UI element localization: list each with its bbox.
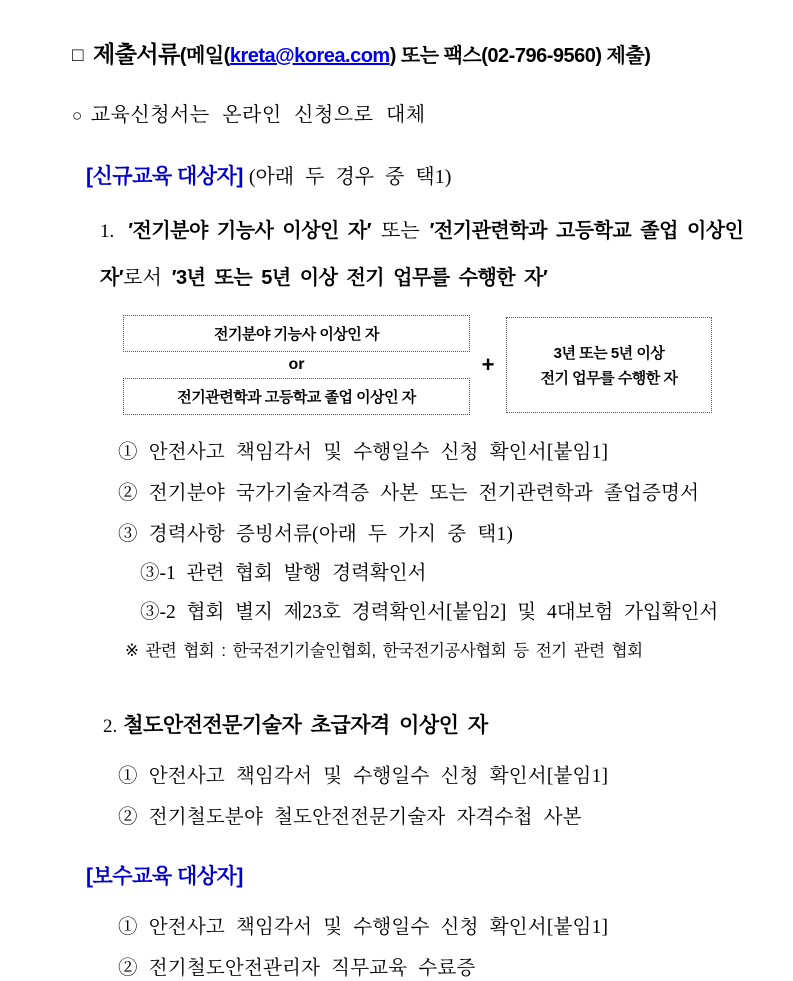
diagram-box-technician: 전기분야 기능사 이상인 자 xyxy=(123,315,470,352)
doc-item: ② 전기철도분야 철도안전전문기술자 자격수첩 사본 xyxy=(118,807,582,828)
diagram-left-column xyxy=(123,315,470,415)
case2-title-text: 철도안전전문기술자 초급자격 이상인 자 xyxy=(123,714,488,737)
square-checkbox-icon: □ xyxy=(72,45,83,66)
case2-title xyxy=(103,709,753,739)
case2-number: 2. xyxy=(103,716,118,737)
diagram-box-experience xyxy=(506,317,712,413)
refresh-education-section-title: [보수교육 대상자] xyxy=(86,865,243,888)
circle-bullet-icon: ○ xyxy=(72,106,83,125)
submission-docs-heading xyxy=(72,36,753,69)
heading-title: 제출서류 xyxy=(92,41,180,67)
qualification-diagram xyxy=(123,315,713,415)
new-education-title-subtitle: (아래 두 경우 중 택1) xyxy=(248,166,452,188)
new-education-title-text: [신규교육 대상자] xyxy=(86,165,243,188)
heading-paren-open: (메일( xyxy=(179,45,230,67)
online-application-note xyxy=(72,98,753,127)
diagram-or-label: or xyxy=(288,356,305,373)
doc-item: ① 안전사고 책임각서 및 수행일수 신청 확인서[붙임1] xyxy=(118,917,609,938)
case1-number: 1. xyxy=(100,221,115,242)
diagram-plus-icon: + xyxy=(481,352,495,377)
new-education-section-title xyxy=(86,160,753,190)
heading-paren-close: ) 또는 팩스(02-796-9560) 제출) xyxy=(389,45,651,67)
diagram-right-column xyxy=(506,317,712,413)
doc-item: ② 전기철도안전관리자 직무교육 수료증 xyxy=(118,958,476,979)
diagram-box-graduate: 전기관련학과 고등학교 졸업 이상인 자 xyxy=(123,378,470,415)
case1-quote1: ′전기분야 기능사 이상인 자′ xyxy=(128,220,372,242)
diagram-experience-line2: 전기 업무를 수행한 자 xyxy=(540,370,678,387)
email-link[interactable]: kreta@korea.com xyxy=(229,45,390,67)
case1-quote2: ′전기관련학과 고등학교 졸업 이상인 자′ xyxy=(100,220,744,289)
related-association-note: ※ 관련 협회 : 한국전기기술인협회, 한국전기공사협회 등 전기 관련 협회 xyxy=(125,642,643,660)
doc-item: ① 안전사고 책임각서 및 수행일수 신청 확인서[붙임1] xyxy=(118,442,609,463)
doc-item: ③ 경력사항 증빙서류(아래 두 가지 중 택1) xyxy=(118,524,514,545)
doc-item: ① 안전사고 책임각서 및 수행일수 신청 확인서[붙임1] xyxy=(118,766,609,787)
case1-paragraph xyxy=(100,208,748,301)
sub-doc-item: ③-1 관련 협회 발행 경력확인서 xyxy=(140,563,427,584)
case1-roseo: 로서 xyxy=(123,267,172,289)
note-text: 교육신청서는 온라인 신청으로 대체 xyxy=(90,104,426,126)
case1-quote3: ′3년 또는 5년 이상 전기 업무를 수행한 자′ xyxy=(171,267,548,289)
diagram-experience-line1: 3년 또는 5년 이상 xyxy=(553,345,665,362)
case1-or: 또는 xyxy=(371,220,430,242)
doc-item: ② 전기분야 국가기술자격증 사본 또는 전기관련학과 졸업증명서 xyxy=(118,483,700,504)
sub-doc-item: ③-2 협회 별지 제23호 경력확인서[붙임2] 및 4대보험 가입확인서 xyxy=(140,602,719,623)
